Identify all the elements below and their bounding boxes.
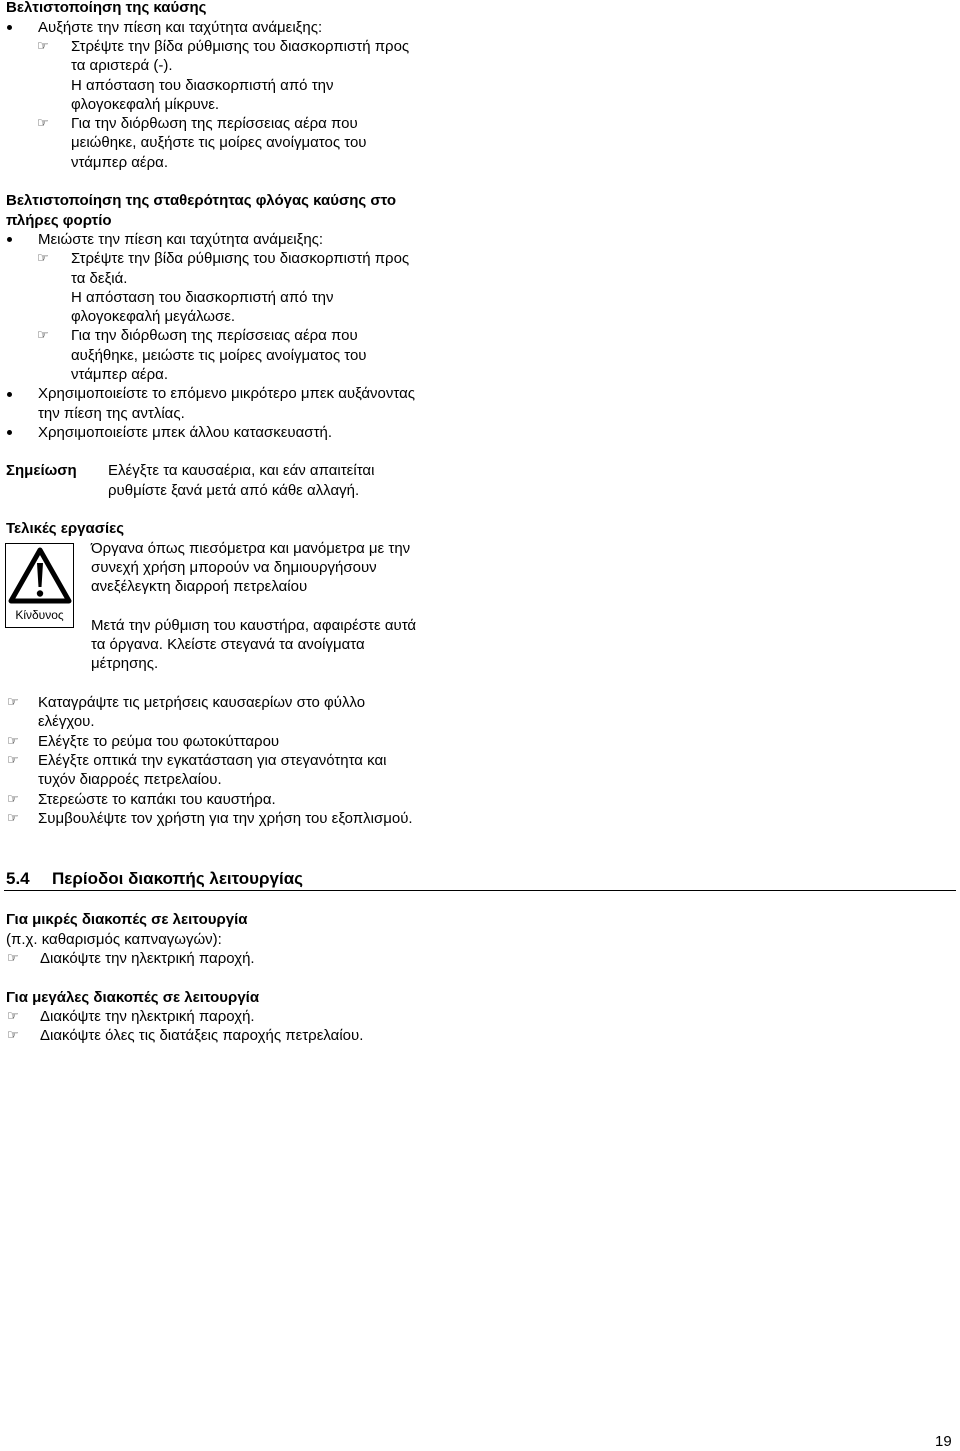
warning-text: Μετά την ρύθμιση του καυστήρα, αφαιρέστε αυτά <box>91 616 417 634</box>
checklist-item <box>0 790 960 809</box>
pointing-hand-icon <box>7 693 19 712</box>
bullet-icon <box>7 430 12 435</box>
step-text: τα αριστερά (-). <box>71 57 173 75</box>
subsection-title: Για μικρές διακοπές σε λειτουργία <box>6 911 248 929</box>
note-label: Σημείωση <box>6 462 77 480</box>
spacer <box>0 847 960 866</box>
bullet-item <box>0 384 960 403</box>
spacer <box>0 172 960 191</box>
step-item <box>0 249 960 268</box>
pointing-hand-icon <box>7 790 19 809</box>
spacer <box>0 674 960 693</box>
checklist-text: Καταγράψτε τις μετρήσεις καυσαερίων στο φύλλο <box>38 694 366 712</box>
step-text: Για την διόρθωση της περίσσειας αέρα που <box>71 115 358 133</box>
pointing-hand-icon <box>37 37 49 56</box>
checklist-item <box>0 751 960 770</box>
checklist-text: Ελέγξτε οπτικά την εγκατάσταση για στεγανότητα και <box>38 751 387 769</box>
danger-label: Κίνδυνος <box>15 608 64 622</box>
section-heading-title: Περίοδοι διακοπής λειτουργίας <box>52 868 304 888</box>
bullet-item <box>0 230 960 249</box>
pointing-hand-icon <box>7 732 19 751</box>
section-title: πλήρες φορτίο <box>6 211 112 229</box>
checklist-text: Στερεώστε το καπάκι του καυστήρα. <box>38 790 276 808</box>
pointing-hand-icon <box>37 249 49 268</box>
warning-text: συνεχή χρήση μπορούν να δημιουργήσουν <box>91 558 377 576</box>
section-title: Βελτιστοποίηση της σταθερότητας φλόγας καύσης στο <box>6 192 397 210</box>
step-text: Διακόψτε την ηλεκτρική παροχή. <box>40 1007 255 1025</box>
step-item <box>0 1007 960 1026</box>
step-item <box>0 37 960 56</box>
spacer <box>0 891 960 910</box>
bullet-item <box>0 18 960 37</box>
section-number: 5.4 <box>6 868 30 888</box>
warning-text: Όργανα όπως πιεσόμετρα και μανόμετρα με την <box>91 539 411 557</box>
subsection-title: Για μεγάλες διακοπές σε λειτουργία <box>6 988 260 1006</box>
section-title: Τελικές εργασίες <box>6 520 125 538</box>
step-text: μειώθηκε, αυξήστε τις μοίρες ανοίγματος του <box>71 134 367 152</box>
note <box>0 461 960 480</box>
bullet-text: την πίεση της αντλίας. <box>38 404 185 422</box>
checklist-item <box>0 809 960 828</box>
step-item <box>0 949 960 968</box>
step-text: Διακόψτε όλες τις διατάξεις παροχής πετρελαίου. <box>40 1027 364 1045</box>
step-text: Η απόσταση του διασκορπιστή από την <box>71 288 334 306</box>
note-text: Ελέγξτε τα καυσαέρια, και εάν απαιτείται <box>108 462 375 480</box>
warning-text: τα όργανα. Κλείστε στεγανά τα ανοίγματα <box>91 636 365 654</box>
spacer <box>0 828 960 847</box>
section-title: Βελτιστοποίηση της καύσης <box>6 0 207 17</box>
bullet-text: Χρησιμοποιείστε μπεκ άλλου κατασκευαστή. <box>38 423 333 441</box>
spacer <box>0 597 960 616</box>
pointing-hand-icon <box>7 1007 19 1026</box>
step-text: Η απόσταση του διασκορπιστή από την <box>71 76 334 94</box>
bullet-text: Μειώστε την πίεση και ταχύτητα ανάμειξης: <box>38 230 324 248</box>
step-text: Στρέψτε την βίδα ρύθμισης του διασκορπιστή προς <box>71 37 410 55</box>
checklist-text: Συμβουλέψτε τον χρήστη για την χρήση του εξοπλισμού. <box>38 809 413 827</box>
pointing-hand-icon <box>7 949 19 968</box>
step-text: ντάμπερ αέρα. <box>71 366 168 383</box>
bullet-icon <box>7 392 12 397</box>
bullet-text: Χρησιμοποιείστε το επόμενο μικρότερο μπεκ αυξάνοντας <box>38 385 416 403</box>
step-text: φλογοκεφαλή μεγάλωσε. <box>71 308 236 326</box>
note-text: ρυθμίστε ξανά μετά από κάθε αλλαγή. <box>108 481 360 499</box>
danger-warning-box <box>5 543 74 628</box>
bullet-text: Αυξήστε την πίεση και ταχύτητα ανάμειξης: <box>38 18 323 36</box>
bullet-icon <box>7 237 12 242</box>
page-number: 19 <box>935 1433 952 1450</box>
pointing-hand-icon <box>7 809 19 828</box>
checklist-item <box>0 732 960 751</box>
checklist-text: ελέγχου. <box>38 713 95 731</box>
step-text: τα δεξιά. <box>71 269 128 287</box>
step-text: ντάμπερ αέρα. <box>71 153 168 171</box>
checklist-item <box>0 693 960 712</box>
warning-text: μέτρησης. <box>91 655 159 673</box>
step-text: φλογοκεφαλή μίκρυνε. <box>71 95 220 113</box>
step-item <box>0 114 960 133</box>
pointing-hand-icon <box>37 114 49 133</box>
checklist-text: Ελέγξτε το ρεύμα του φωτοκύτταρου <box>38 732 280 750</box>
spacer <box>0 442 960 461</box>
step-text: Διακόψτε την ηλεκτρική παροχή. <box>40 949 255 967</box>
checklist-text: τυχόν διαρροές πετρελαίου. <box>38 771 222 789</box>
step-item <box>0 1026 960 1045</box>
warning-text: ανεξέλεγκτη διαρροή πετρελαίου <box>91 578 308 596</box>
pointing-hand-icon <box>7 1026 19 1045</box>
spacer <box>0 968 960 987</box>
subsection-subtitle: (π.χ. καθαρισμός καπναγωγών): <box>6 930 222 948</box>
section-heading <box>4 867 956 891</box>
step-text: Στρέψτε την βίδα ρύθμισης του διασκορπιστή προς <box>71 250 410 268</box>
step-text: αυξήθηκε, μειώστε τις μοίρες ανοίγματος του <box>71 346 367 364</box>
step-item <box>0 326 960 345</box>
spacer <box>0 500 960 519</box>
bullet-item <box>0 423 960 442</box>
bullet-icon <box>7 25 12 30</box>
step-text: Για την διόρθωση της περίσσειας αέρα που <box>71 327 358 345</box>
pointing-hand-icon <box>7 751 19 770</box>
pointing-hand-icon <box>37 326 49 345</box>
